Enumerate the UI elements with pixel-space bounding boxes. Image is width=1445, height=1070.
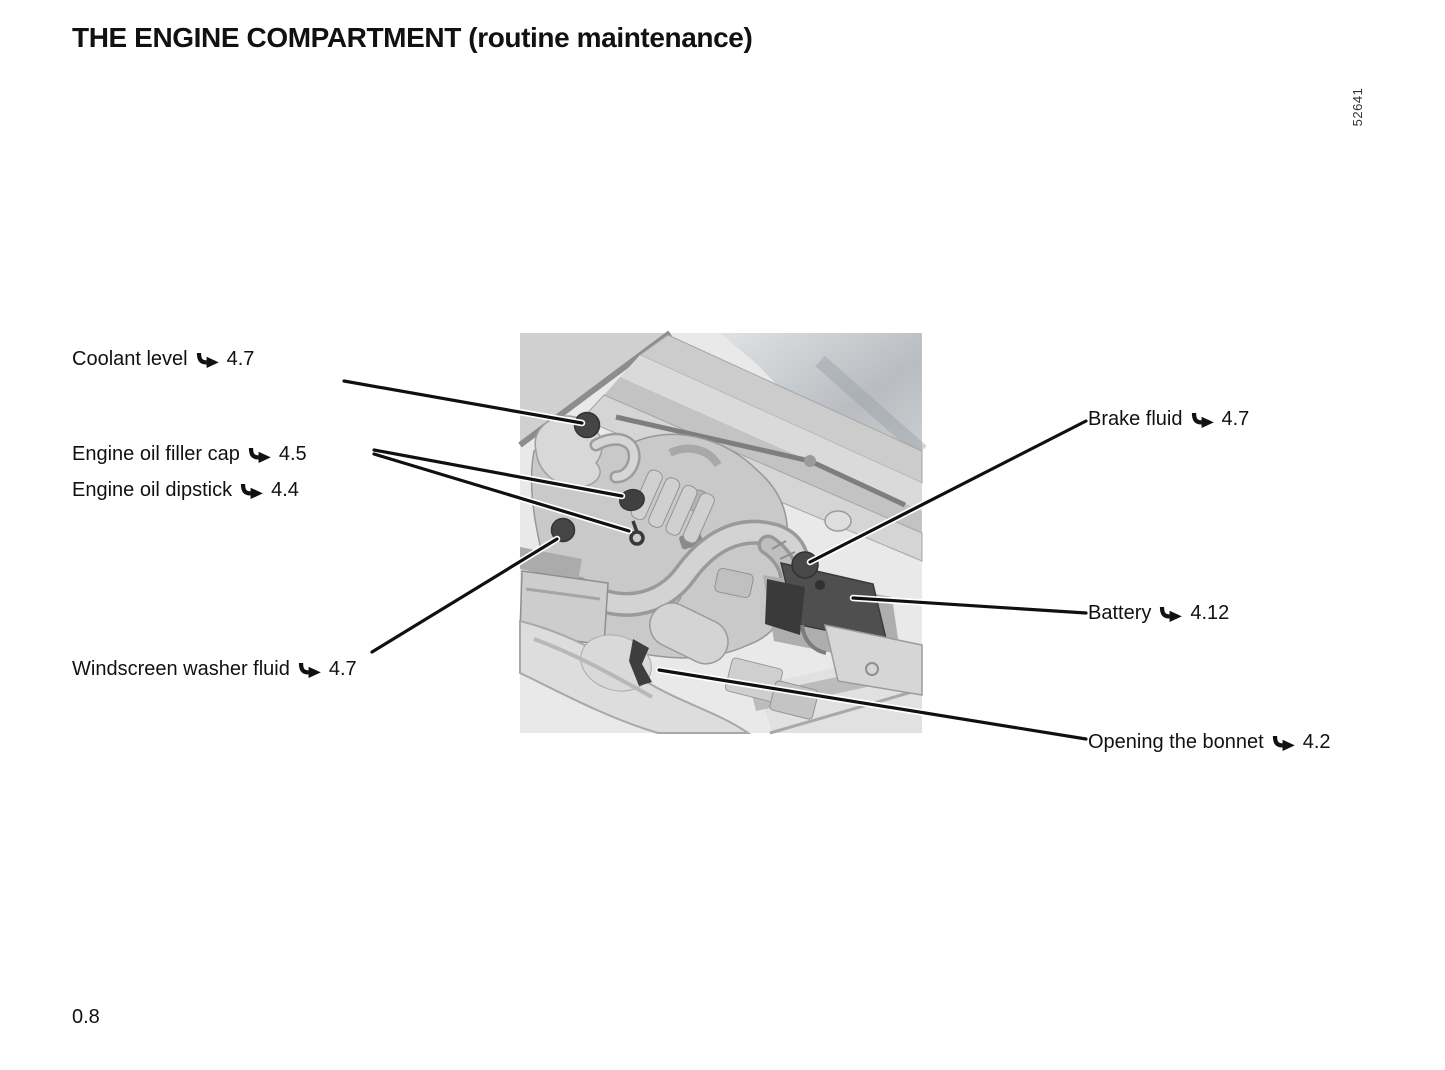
section-arrow-icon bbox=[297, 662, 322, 679]
callout-section-ref: 4.12 bbox=[1190, 602, 1230, 624]
callout-coolant-level bbox=[72, 347, 254, 371]
callout-battery bbox=[1088, 601, 1229, 625]
section-arrow-icon bbox=[1158, 606, 1183, 623]
callout-section-ref: 4.2 bbox=[1302, 731, 1331, 753]
callout-section-ref: 4.5 bbox=[278, 443, 307, 465]
callout-opening-the-bonnet bbox=[1088, 730, 1331, 754]
callout-label: Brake fluid bbox=[1088, 408, 1183, 430]
section-arrow-icon bbox=[247, 447, 272, 464]
page-number: 0.8 bbox=[72, 1006, 100, 1028]
figure-reference-number: 52641 bbox=[1350, 87, 1365, 127]
section-arrow-icon bbox=[1190, 412, 1215, 429]
section-arrow-icon bbox=[195, 352, 220, 369]
callout-engine-oil-dipstick bbox=[72, 478, 299, 502]
callout-section-ref: 4.7 bbox=[226, 348, 255, 370]
callout-label: Windscreen washer fluid bbox=[72, 658, 290, 680]
section-arrow-icon bbox=[1271, 735, 1296, 752]
callout-section-ref: 4.7 bbox=[1221, 408, 1250, 430]
callout-label: Battery bbox=[1088, 602, 1152, 624]
callout-label: Opening the bonnet bbox=[1088, 731, 1264, 753]
callout-label: Engine oil dipstick bbox=[72, 479, 233, 501]
callout-section-ref: 4.7 bbox=[328, 658, 357, 680]
callout-brake-fluid bbox=[1088, 407, 1249, 431]
callout-windscreen-washer-fluid bbox=[72, 657, 357, 681]
callout-label: Engine oil filler cap bbox=[72, 443, 240, 465]
callout-section-ref: 4.4 bbox=[271, 479, 299, 501]
page-title: THE ENGINE COMPARTMENT (routine maintenance) bbox=[72, 22, 753, 53]
callout-engine-oil-filler-cap bbox=[72, 442, 307, 466]
section-arrow-icon bbox=[239, 483, 264, 500]
brake-fluid-cap-marker bbox=[792, 552, 818, 578]
callout-label: Coolant level bbox=[72, 348, 188, 370]
